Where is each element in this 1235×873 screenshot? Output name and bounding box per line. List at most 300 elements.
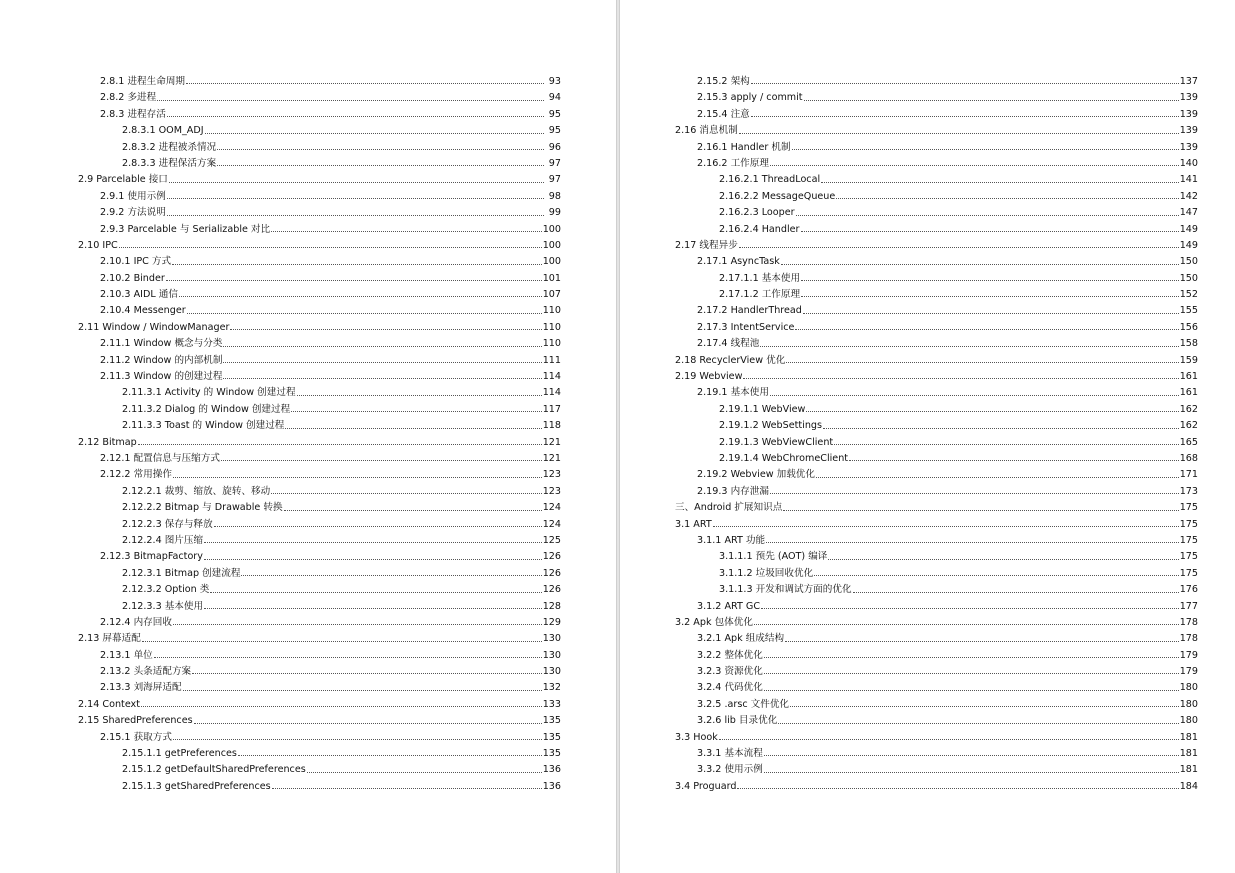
toc-entry-label: 2.19.1 基本使用 xyxy=(697,387,769,399)
toc-entry[interactable] xyxy=(78,74,561,90)
toc-entry-label: 2.19.1.2 WebSettings xyxy=(719,420,822,432)
dot-leader xyxy=(169,182,544,183)
toc-list xyxy=(78,74,561,795)
dot-leader xyxy=(173,739,542,740)
toc-entry-label: 2.11 Window / WindowManager xyxy=(78,321,230,333)
toc-entry[interactable] xyxy=(78,123,561,139)
toc-entry[interactable] xyxy=(675,238,1198,254)
toc-entry[interactable] xyxy=(78,336,561,352)
dot-leader xyxy=(119,247,542,248)
toc-entry[interactable] xyxy=(675,254,1198,270)
toc-entry-page-number: 130 xyxy=(542,649,561,661)
toc-entry-page-number: 141 xyxy=(1179,174,1198,186)
dot-leader xyxy=(760,346,1178,347)
dot-leader xyxy=(849,460,1179,461)
toc-entry[interactable] xyxy=(675,631,1198,647)
toc-entry-page-number: 152 xyxy=(1179,289,1198,301)
dot-leader xyxy=(795,329,1178,330)
toc-entry-page-number: 180 xyxy=(1179,698,1198,710)
toc-entry-label: 2.17 线程异步 xyxy=(675,239,738,251)
toc-entry-label: 2.18 RecyclerView 优化 xyxy=(675,354,786,366)
dot-leader xyxy=(770,165,1179,166)
toc-entry[interactable] xyxy=(675,730,1198,746)
toc-entry[interactable] xyxy=(675,779,1198,795)
toc-entry-page-number: 132 xyxy=(542,682,561,694)
toc-entry[interactable] xyxy=(675,599,1198,615)
toc-entry-label: 三、Android 扩展知识点 xyxy=(675,502,783,514)
toc-entry[interactable] xyxy=(78,222,561,238)
dot-leader xyxy=(214,526,542,527)
toc-entry[interactable] xyxy=(78,533,561,549)
toc-entry-label: 2.11.2 Window 的内部机制 xyxy=(100,354,223,366)
toc-entry[interactable] xyxy=(78,156,561,172)
toc-entry-page-number: 110 xyxy=(542,338,561,350)
toc-entry-label: 2.12.2.1 裁剪、缩放、旋转、移动 xyxy=(122,485,271,497)
toc-entry-label: 2.11.3.2 Dialog 的 Window 创建过程 xyxy=(122,403,291,415)
toc-entry-label: 2.12.4 内存回收 xyxy=(100,616,172,628)
toc-entry-label: 2.12.3.2 Option 类 xyxy=(122,584,210,596)
toc-entry[interactable] xyxy=(78,615,561,631)
toc-entry-label: 2.19.1.3 WebViewClient xyxy=(719,436,834,448)
toc-entry-label: 2.12.2 常用操作 xyxy=(100,469,172,481)
toc-entry[interactable] xyxy=(675,549,1198,565)
toc-entry[interactable] xyxy=(78,779,561,795)
toc-entry[interactable] xyxy=(675,336,1198,352)
toc-entry-page-number: 114 xyxy=(542,387,561,399)
toc-entry-label: 2.15.1 获取方式 xyxy=(100,731,172,743)
dot-leader xyxy=(179,296,542,297)
dot-leader xyxy=(166,280,542,281)
dot-leader xyxy=(743,378,1178,379)
toc-entry-label: 2.9 Parcelable 接口 xyxy=(78,174,168,186)
dot-leader xyxy=(778,723,1178,724)
toc-entry[interactable] xyxy=(675,303,1198,319)
toc-entry-label: 2.9.2 方法说明 xyxy=(100,207,166,219)
dot-leader xyxy=(307,772,542,773)
dot-leader xyxy=(142,641,542,642)
toc-entry[interactable] xyxy=(675,680,1198,696)
toc-entry[interactable] xyxy=(675,140,1198,156)
toc-entry-page-number: 126 xyxy=(542,551,561,563)
toc-entry-page-number: 149 xyxy=(1179,239,1198,251)
toc-entry[interactable] xyxy=(78,385,561,401)
toc-entry-label: 2.11.1 Window 概念与分类 xyxy=(100,338,223,350)
toc-entry[interactable] xyxy=(675,615,1198,631)
toc-entry-label: 2.12.1 配置信息与压缩方式 xyxy=(100,452,220,464)
toc-entry-page-number: 95 xyxy=(548,108,561,120)
toc-entry[interactable] xyxy=(78,353,561,369)
toc-entry[interactable] xyxy=(78,303,561,319)
toc-entry[interactable] xyxy=(675,467,1198,483)
toc-entry-label: 3.2.6 lib 目录优化 xyxy=(697,715,778,727)
dot-leader xyxy=(828,559,1178,560)
toc-entry-page-number: 123 xyxy=(542,469,561,481)
toc-entry-page-number: 175 xyxy=(1179,534,1198,546)
dot-leader xyxy=(173,624,542,625)
toc-entry-page-number: 175 xyxy=(1179,567,1198,579)
toc-entry[interactable] xyxy=(78,402,561,418)
toc-entry[interactable] xyxy=(78,648,561,664)
toc-entry[interactable] xyxy=(78,566,561,582)
toc-entry[interactable] xyxy=(675,123,1198,139)
toc-entry[interactable] xyxy=(78,582,561,598)
dot-leader xyxy=(796,215,1179,216)
toc-entry-page-number: 135 xyxy=(542,731,561,743)
dot-leader xyxy=(230,329,541,330)
toc-entry[interactable] xyxy=(675,385,1198,401)
toc-entry-label: 2.15 SharedPreferences xyxy=(78,715,193,727)
toc-entry[interactable] xyxy=(78,680,561,696)
dot-leader xyxy=(751,83,1179,84)
toc-entry-label: 2.19.1.1 WebView xyxy=(719,403,806,415)
toc-entry[interactable] xyxy=(675,762,1198,778)
toc-entry-label: 2.12.3.3 基本使用 xyxy=(122,600,204,612)
toc-entry[interactable] xyxy=(675,287,1198,303)
toc-entry[interactable] xyxy=(78,172,561,188)
dot-leader xyxy=(285,428,541,429)
dot-leader xyxy=(764,657,1179,658)
dot-leader xyxy=(816,477,1179,478)
toc-entry-page-number: 135 xyxy=(542,748,561,760)
toc-entry-page-number: 130 xyxy=(542,666,561,678)
toc-entry-label: 2.10.2 Binder xyxy=(100,272,165,284)
dot-leader xyxy=(836,198,1178,199)
toc-entry-label: 2.13.1 单位 xyxy=(100,649,153,661)
toc-entry-label: 3.2.4 代码优化 xyxy=(697,682,763,694)
toc-entry-page-number: 178 xyxy=(1179,633,1198,645)
toc-entry-label: 3.1 ART xyxy=(675,518,712,530)
toc-entry-label: 2.8.2 多进程 xyxy=(100,92,157,104)
dot-leader xyxy=(786,362,1178,363)
toc-entry-label: 3.2 Apk 包体优化 xyxy=(675,616,753,628)
toc-entry-label: 2.8.3 进程存活 xyxy=(100,108,166,120)
toc-entry[interactable] xyxy=(675,418,1198,434)
toc-entry[interactable] xyxy=(78,435,561,451)
dot-leader xyxy=(754,624,1179,625)
toc-entry-page-number: 93 xyxy=(548,76,561,87)
toc-entry[interactable] xyxy=(675,74,1198,90)
toc-entry-page-number: 181 xyxy=(1179,731,1198,743)
toc-entry-label: 2.8.1 进程生命周期 xyxy=(100,76,186,87)
toc-entry-label: 3.1.2 ART GC xyxy=(697,600,761,612)
toc-entry[interactable] xyxy=(78,746,561,762)
toc-entry[interactable] xyxy=(675,648,1198,664)
toc-page-left xyxy=(0,0,617,873)
dot-leader xyxy=(790,706,1179,707)
toc-entry[interactable] xyxy=(675,451,1198,467)
dot-leader xyxy=(238,755,542,756)
toc-entry-label: 2.14 Context xyxy=(78,698,140,710)
toc-entry-page-number: 147 xyxy=(1179,207,1198,219)
toc-entry[interactable] xyxy=(78,484,561,500)
toc-entry-page-number: 124 xyxy=(542,502,561,514)
toc-entry-page-number: 100 xyxy=(542,256,561,268)
toc-entry-label: 2.15.1.1 getPreferences xyxy=(122,748,237,760)
toc-entry-page-number: 124 xyxy=(542,518,561,530)
toc-entry-page-number: 149 xyxy=(1179,223,1198,235)
toc-entry-label: 2.19.1.4 WebChromeClient xyxy=(719,452,849,464)
toc-entry-label: 3.3.2 使用示例 xyxy=(697,764,763,776)
dot-leader xyxy=(713,526,1179,527)
dot-leader xyxy=(167,116,544,117)
toc-entry[interactable] xyxy=(78,631,561,647)
dot-leader xyxy=(194,723,542,724)
toc-entry[interactable] xyxy=(675,664,1198,680)
dot-leader xyxy=(739,247,1179,248)
dot-leader xyxy=(291,411,541,412)
toc-entry[interactable] xyxy=(78,664,561,680)
toc-entry[interactable] xyxy=(78,107,561,123)
toc-entry-page-number: 156 xyxy=(1179,321,1198,333)
dot-leader xyxy=(770,395,1179,396)
toc-entry[interactable] xyxy=(78,238,561,254)
dot-leader xyxy=(834,444,1179,445)
toc-entry-page-number: 150 xyxy=(1179,256,1198,268)
dot-leader xyxy=(783,510,1178,511)
toc-entry[interactable] xyxy=(78,762,561,778)
dot-leader xyxy=(766,542,1179,543)
toc-entry[interactable] xyxy=(675,271,1198,287)
toc-entry-label: 3.4 Proguard xyxy=(675,780,737,792)
toc-entry[interactable] xyxy=(78,189,561,205)
dot-leader xyxy=(764,690,1179,691)
toc-entry-page-number: 129 xyxy=(542,616,561,628)
dot-leader xyxy=(167,198,544,199)
dot-leader xyxy=(205,133,544,134)
toc-entry-label: 2.17.3 IntentService xyxy=(697,321,795,333)
toc-entry-label: 2.11.3.1 Activity 的 Window 创建过程 xyxy=(122,387,296,399)
toc-entry[interactable] xyxy=(675,107,1198,123)
toc-entry-label: 2.16 消息机制 xyxy=(675,125,738,137)
toc-entry-page-number: 118 xyxy=(542,420,561,432)
toc-entry[interactable] xyxy=(78,205,561,221)
dot-leader xyxy=(803,313,1179,314)
toc-entry-page-number: 139 xyxy=(1179,108,1198,120)
toc-entry-label: 2.12.2.4 图片压缩 xyxy=(122,534,204,546)
toc-entry[interactable] xyxy=(675,500,1198,516)
dot-leader xyxy=(284,510,542,511)
toc-entry-page-number: 114 xyxy=(542,371,561,383)
dot-leader xyxy=(801,296,1179,297)
toc-entry[interactable] xyxy=(78,254,561,270)
dot-leader xyxy=(801,231,1179,232)
toc-entry-page-number: 158 xyxy=(1179,338,1198,350)
toc-entry[interactable] xyxy=(675,746,1198,762)
toc-entry-page-number: 125 xyxy=(542,534,561,546)
toc-entry-label: 2.15.4 注意 xyxy=(697,108,750,120)
toc-entry[interactable] xyxy=(78,451,561,467)
toc-entry-label: 2.19.3 内存泄漏 xyxy=(697,485,769,497)
dot-leader xyxy=(223,346,541,347)
toc-entry-label: 2.8.3.2 进程被杀情况 xyxy=(122,141,217,153)
toc-entry-page-number: 110 xyxy=(542,321,561,333)
toc-entry-page-number: 128 xyxy=(542,600,561,612)
toc-entry-page-number: 97 xyxy=(548,157,561,169)
dot-leader xyxy=(823,428,1179,429)
toc-entry[interactable] xyxy=(675,320,1198,336)
toc-entry[interactable] xyxy=(675,582,1198,598)
toc-entry-label: 2.9.1 使用示例 xyxy=(100,190,166,202)
toc-entry-page-number: 142 xyxy=(1179,190,1198,202)
toc-entry[interactable] xyxy=(675,222,1198,238)
dot-leader xyxy=(157,100,544,101)
dot-leader xyxy=(806,411,1178,412)
toc-entry-page-number: 176 xyxy=(1179,584,1198,596)
toc-entry-page-number: 175 xyxy=(1179,502,1198,514)
toc-entry[interactable] xyxy=(675,369,1198,385)
toc-entry[interactable] xyxy=(78,697,561,713)
toc-entry[interactable] xyxy=(675,156,1198,172)
toc-entry-page-number: 178 xyxy=(1179,616,1198,628)
toc-entry[interactable] xyxy=(78,730,561,746)
toc-entry[interactable] xyxy=(675,172,1198,188)
dot-leader xyxy=(172,264,542,265)
toc-entry[interactable] xyxy=(78,467,561,483)
toc-entry-label: 3.2.5 .arsc 文件优化 xyxy=(697,698,790,710)
toc-entry-label: 2.16.2.2 MessageQueue xyxy=(719,190,836,202)
toc-entry-label: 2.8.3.1 OOM_ADJ xyxy=(122,125,204,137)
toc-entry-label: 3.2.3 资源优化 xyxy=(697,666,763,678)
toc-entry-page-number: 121 xyxy=(542,436,561,448)
toc-entry[interactable] xyxy=(78,549,561,565)
toc-entry-page-number: 97 xyxy=(548,174,561,186)
toc-entry-label: 2.11.3.3 Toast 的 Window 创建过程 xyxy=(122,420,285,432)
toc-entry-page-number: 136 xyxy=(542,780,561,792)
toc-entry-page-number: 181 xyxy=(1179,748,1198,760)
toc-entry[interactable] xyxy=(78,713,561,729)
toc-entry-label: 2.13.2 头条适配方案 xyxy=(100,666,192,678)
dot-leader xyxy=(761,608,1179,609)
dot-leader xyxy=(739,133,1179,134)
toc-entry[interactable] xyxy=(78,287,561,303)
toc-entry-label: 2.12.2.2 Bitmap 与 Drawable 转换 xyxy=(122,502,283,514)
toc-entry-page-number: 107 xyxy=(542,289,561,301)
toc-entry-page-number: 126 xyxy=(542,567,561,579)
dot-leader xyxy=(792,149,1179,150)
toc-entry[interactable] xyxy=(78,320,561,336)
dot-leader xyxy=(192,673,542,674)
dot-leader xyxy=(781,264,1179,265)
dot-leader xyxy=(183,690,542,691)
toc-entry-label: 2.10 IPC xyxy=(78,239,118,251)
toc-entry-label: 3.1.1.2 垃圾回收优化 xyxy=(719,567,814,579)
toc-entry-page-number: 140 xyxy=(1179,157,1198,169)
toc-entry-page-number: 99 xyxy=(548,207,561,219)
toc-entry-page-number: 162 xyxy=(1179,403,1198,415)
dot-leader xyxy=(821,182,1179,183)
toc-entry[interactable] xyxy=(675,517,1198,533)
dot-leader xyxy=(138,444,542,445)
dot-leader xyxy=(737,788,1178,789)
toc-entry[interactable] xyxy=(78,271,561,287)
toc-entry-label: 2.17.1 AsyncTask xyxy=(697,256,780,268)
toc-entry-page-number: 168 xyxy=(1179,452,1198,464)
dot-leader xyxy=(154,657,542,658)
toc-entry-page-number: 180 xyxy=(1179,682,1198,694)
toc-entry-label: 2.16.2.3 Looper xyxy=(719,207,795,219)
toc-entry[interactable] xyxy=(675,205,1198,221)
dot-leader xyxy=(141,706,542,707)
toc-entry-page-number: 130 xyxy=(542,633,561,645)
toc-entry-label: 2.17.1.1 基本使用 xyxy=(719,272,801,284)
toc-entry-label: 2.16.2 工作原理 xyxy=(697,157,769,169)
toc-entry-page-number: 179 xyxy=(1179,666,1198,678)
toc-entry[interactable] xyxy=(675,189,1198,205)
toc-entry-page-number: 165 xyxy=(1179,436,1198,448)
toc-entry-label: 2.16.2.1 ThreadLocal xyxy=(719,174,821,186)
toc-entry-label: 3.1.1 ART 功能 xyxy=(697,534,766,546)
toc-entry[interactable] xyxy=(675,435,1198,451)
toc-entry[interactable] xyxy=(78,500,561,516)
toc-entry-label: 2.9.3 Parcelable 与 Serializable 对比 xyxy=(100,223,271,235)
toc-entry[interactable] xyxy=(78,517,561,533)
toc-entry-page-number: 136 xyxy=(542,764,561,776)
dot-leader xyxy=(173,477,542,478)
toc-entry[interactable] xyxy=(78,140,561,156)
toc-entry[interactable] xyxy=(78,369,561,385)
toc-entry[interactable] xyxy=(78,599,561,615)
toc-entry-label: 3.1.1.3 开发和调试方面的优化 xyxy=(719,584,852,596)
toc-entry-page-number: 110 xyxy=(542,305,561,317)
toc-entry-page-number: 159 xyxy=(1179,354,1198,366)
toc-entry-label: 2.17.2 HandlerThread xyxy=(697,305,802,317)
toc-entry-label: 3.2.2 整体优化 xyxy=(697,649,763,661)
toc-entry-page-number: 181 xyxy=(1179,764,1198,776)
toc-entry[interactable] xyxy=(675,697,1198,713)
dot-leader xyxy=(785,641,1179,642)
toc-entry-label: 2.11.3 Window 的创建过程 xyxy=(100,371,223,383)
dot-leader xyxy=(204,559,542,560)
toc-entry[interactable] xyxy=(675,566,1198,582)
toc-entry-page-number: 171 xyxy=(1179,469,1198,481)
toc-entry-page-number: 173 xyxy=(1179,485,1198,497)
dot-leader xyxy=(764,673,1179,674)
toc-entry-label: 2.10.4 Messenger xyxy=(100,305,186,317)
toc-entry[interactable] xyxy=(78,90,561,106)
toc-entry-page-number: 100 xyxy=(542,223,561,235)
toc-entry[interactable] xyxy=(675,90,1198,106)
toc-entry-page-number: 161 xyxy=(1179,371,1198,383)
toc-entry[interactable] xyxy=(78,418,561,434)
dot-leader xyxy=(801,280,1179,281)
dot-leader xyxy=(764,772,1179,773)
toc-entry-page-number: 137 xyxy=(1179,76,1198,87)
toc-entry-label: 2.16.2.4 Handler xyxy=(719,223,800,235)
dot-leader xyxy=(272,788,542,789)
toc-entry-label: 3.2.1 Apk 组成结构 xyxy=(697,633,785,645)
toc-entry[interactable] xyxy=(675,533,1198,549)
toc-entry-page-number: 175 xyxy=(1179,551,1198,563)
dot-leader xyxy=(217,165,544,166)
toc-entry-page-number: 175 xyxy=(1179,518,1198,530)
dot-leader xyxy=(751,116,1179,117)
toc-entry-page-number: 111 xyxy=(542,354,561,366)
dot-leader xyxy=(221,460,542,461)
toc-entry-page-number: 95 xyxy=(548,125,561,137)
dot-leader xyxy=(187,313,542,314)
dot-leader xyxy=(223,362,541,363)
toc-entry[interactable] xyxy=(675,402,1198,418)
toc-entry-label: 2.13.3 刘海屏适配 xyxy=(100,682,182,694)
toc-entry[interactable] xyxy=(675,484,1198,500)
toc-entry[interactable] xyxy=(675,353,1198,369)
toc-entry-label: 2.17.4 线程池 xyxy=(697,338,760,350)
toc-entry-label: 3.1.1.1 预先 (AOT) 编译 xyxy=(719,551,828,563)
dot-leader xyxy=(204,608,542,609)
toc-entry-label: 2.10.1 IPC 方式 xyxy=(100,256,172,268)
dot-leader xyxy=(186,83,544,84)
toc-entry[interactable] xyxy=(675,713,1198,729)
